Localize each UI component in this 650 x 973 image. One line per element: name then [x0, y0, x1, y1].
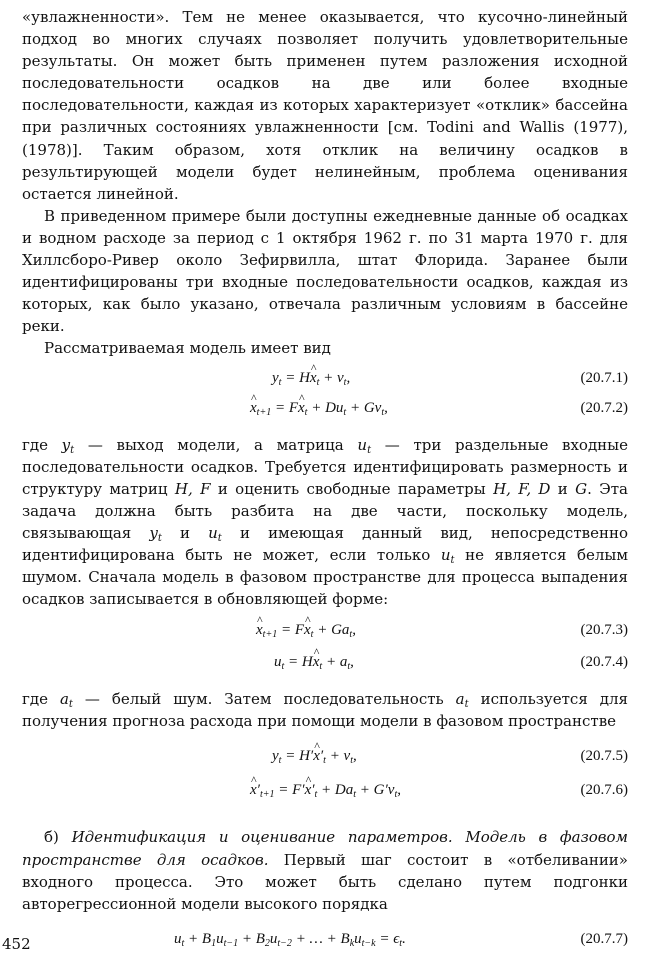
equation-20-7-4: $u_t$ = H^ $x_t + a_t$, (20.7.4) [22, 652, 628, 678]
equation-number: (20.7.3) [580, 622, 628, 639]
paragraph-5: где $a_t$ — белый шум. Затем последовательность $a_t$ используется для получения прогноза расхода при помощи модели в фазовом пространстве [22, 690, 628, 731]
page-number: 452 [2, 935, 31, 953]
equation-number: (20.7.4) [580, 654, 628, 671]
equation-20-7-6: ^ $x'_{t+1}$ = F′^ $x'_t + Da_t + G'v_t$, (20.7.6) [22, 780, 628, 806]
paragraph-3: Рассматриваемая модель имеет вид [44, 339, 331, 358]
paragraph-6: б) Идентификация и оценивание параметров. Модель в фазовом пространстве для осадков. Первый шаг состоит в «отбеливании» входного процесса. Это может быть сделано путем подгонки авторегрессионной модели высокого порядка [22, 828, 628, 913]
equation-number: (20.7.5) [580, 748, 628, 765]
equation-20-7-3: ^ $x_{t+1}$ = F^ $x_t + Ga_t$, (20.7.3) [22, 620, 628, 646]
paragraph-2: В приведенном примере были доступны ежедневные данные об осадках и водном расходе за период с 1 октября 1962 г. по 31 марта 1970 г. для Хиллсборо-Ривер около Зефирвилла, штат Флорида. Заранее были идентифицированы три входные последовательности осадков, каждая из которых, как было указано, отвечала различным условиям в бассейне реки. [22, 206, 628, 336]
paragraph-1: «увлажненности». Тем не менее оказывается, что кусочно-линейный подход во многих случаях позволяет получить удовлетворительные результаты. Он может быть применен путем разложения исходной последовательности осадков на две или более входные последовательности, каждая из которых характеризует «отклик» бассейна при различных состояниях увлажненности [см. Todini and Wallis (1977), (1978)]. Таким образом, хотя отклик на величину осадков в результирующей модели будет нелинейным, проблема оценивания остается линейной. [22, 8, 628, 203]
equation-20-7-7: $u_t + B_1u_{t-1} + B_2u_{t-2}$ + … + $B_ku_{t-k} = \epsilon_t$. (20.7.7) [174, 930, 628, 949]
equation-number: (20.7.6) [580, 782, 628, 799]
equation-number: (20.7.2) [580, 399, 628, 416]
paragraph-4: где $y_t$ — выход модели, а матрица $u_t$ — три раздельные входные последовательности осадков. Требуется идентифицировать размерность и структуру матриц H, F и оценить свободные параметры H, F, D и G. Эта задача должна быть разбита на две части, поскольку модель, связывающая $y_t$ и $u_t$ и имеющая данный вид, непосредственно идентифицирована быть не может, если только $u_t$ не является белым шумом. Сначала модель в фазовом пространстве для процесса выпадения осадков записывается в обновляющей форме: [22, 435, 628, 609]
equation-20-7-5: $y_t$ = H′^ $x'_t + v_t$, (20.7.5) [22, 746, 628, 772]
page-content [22, 6, 628, 955]
equation-20-7-2: ^ $x_{t+1}$ = F^ $x_t + Du_t + Gv_t$, (20.7.2) [22, 398, 628, 424]
equation-20-7-1: $y_t$ = H^ $x_t + v_t$, (20.7.1) [22, 368, 628, 394]
equation-number: (20.7.1) [580, 369, 628, 386]
equation-number: (20.7.7) [580, 930, 628, 947]
